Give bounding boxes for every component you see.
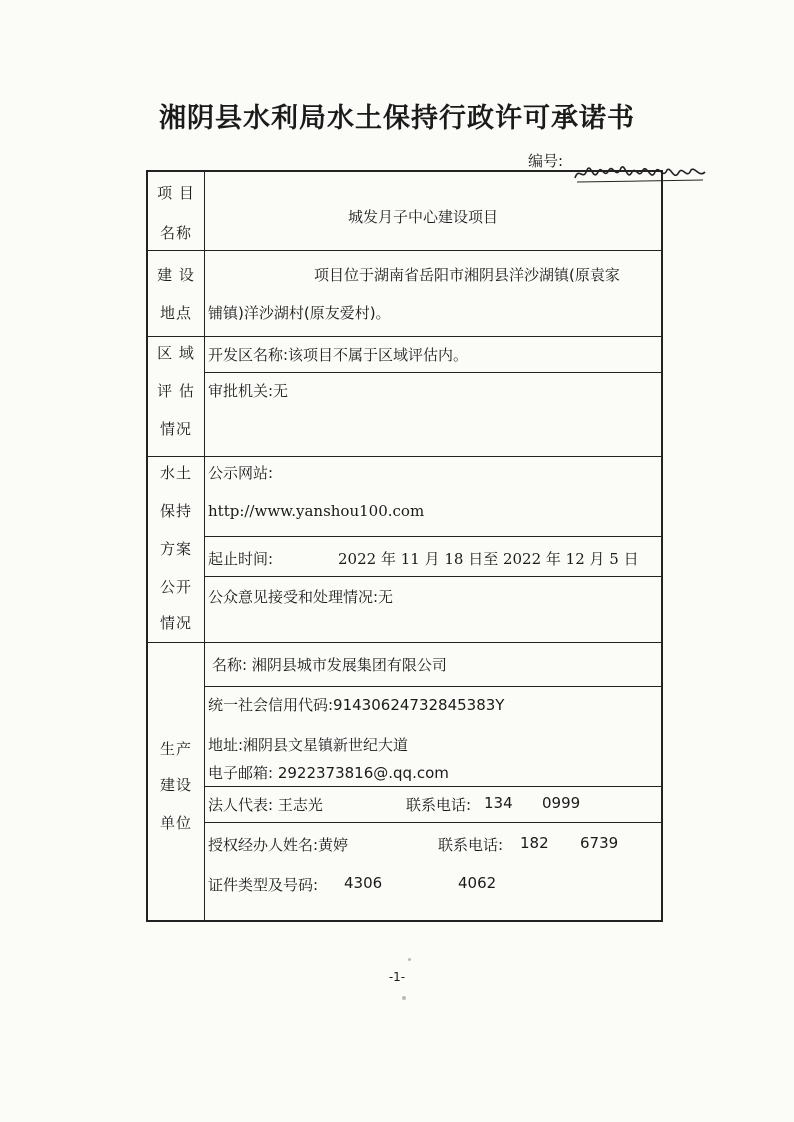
serial-number-label: 编号: xyxy=(528,152,564,170)
scan-speck xyxy=(402,996,406,1000)
development-zone-text: 开发区名称:该项目不属于区域评估内。 xyxy=(208,346,469,364)
id-type-label: 证件类型及号码: xyxy=(208,876,319,894)
agent-phone-end: 6739 xyxy=(580,834,619,852)
project-name-value: 城发月子中心建设项目 xyxy=(348,208,499,226)
legal-phone-label: 联系电话: xyxy=(406,796,472,814)
document-title: 湘阴县水利局水土保持行政许可承诺书 xyxy=(159,103,635,134)
producer-label-line2: 建设 xyxy=(159,776,192,794)
project-name-label-line1: 项 目 xyxy=(157,184,195,202)
publicity-label-line5: 情况 xyxy=(159,614,192,632)
agent-phone-start: 182 xyxy=(520,834,549,852)
location-value-line2: 铺镇)洋沙湖村(原友爱村)。 xyxy=(208,304,391,322)
producer-credit-code: 统一社会信用代码:91430624732845383Y xyxy=(208,696,505,714)
id-number-start: 4306 xyxy=(344,874,383,892)
publicity-label-line3: 方案 xyxy=(159,540,192,558)
legal-phone-end: 0999 xyxy=(542,794,581,812)
legal-representative: 法人代表: 王志光 xyxy=(208,796,323,814)
publicity-label-line2: 保持 xyxy=(159,502,192,520)
regional-assessment-label-line3: 情况 xyxy=(159,420,192,438)
location-label-line2: 地点 xyxy=(159,304,192,322)
producer-label-line3: 单位 xyxy=(159,814,192,832)
location-label-line1: 建 设 xyxy=(157,266,195,284)
producer-email: 电子邮箱: 2922373816@.qq.com xyxy=(208,764,449,782)
producer-label-line1: 生产 xyxy=(159,740,192,758)
regional-assessment-label-line1: 区 域 xyxy=(157,344,195,362)
publicity-label-line4: 公开 xyxy=(159,578,192,596)
page-number: -1- xyxy=(388,970,406,984)
scan-speck xyxy=(408,958,411,961)
publicity-website-label: 公示网站: xyxy=(208,464,274,482)
agent-phone-label: 联系电话: xyxy=(438,836,504,854)
legal-phone-start: 134 xyxy=(484,794,513,812)
publicity-period-label: 起止时间: xyxy=(208,550,274,568)
regional-assessment-label-line2: 评 估 xyxy=(157,382,195,400)
publicity-label-line1: 水土 xyxy=(159,464,192,482)
producer-name: 名称: 湘阴县城市发展集团有限公司 xyxy=(212,656,447,674)
project-name-label-line2: 名称 xyxy=(159,224,192,242)
location-value-line1: 项目位于湖南省岳阳市湘阴县洋沙湖镇(原袁家 xyxy=(314,266,620,284)
publicity-period-value: 2022 年 11 月 18 日至 2022 年 12 月 5 日 xyxy=(338,550,639,568)
approval-authority-text: 审批机关:无 xyxy=(208,382,289,400)
id-number-end: 4062 xyxy=(458,874,497,892)
authorized-agent: 授权经办人姓名:黄婷 xyxy=(208,836,349,854)
commitment-table xyxy=(146,170,663,922)
producer-address: 地址:湘阴县文星镇新世纪大道 xyxy=(208,736,409,754)
public-opinions-text: 公众意见接受和处理情况:无 xyxy=(208,588,394,606)
publicity-website-url: http://www.yanshou100.com xyxy=(208,502,425,520)
